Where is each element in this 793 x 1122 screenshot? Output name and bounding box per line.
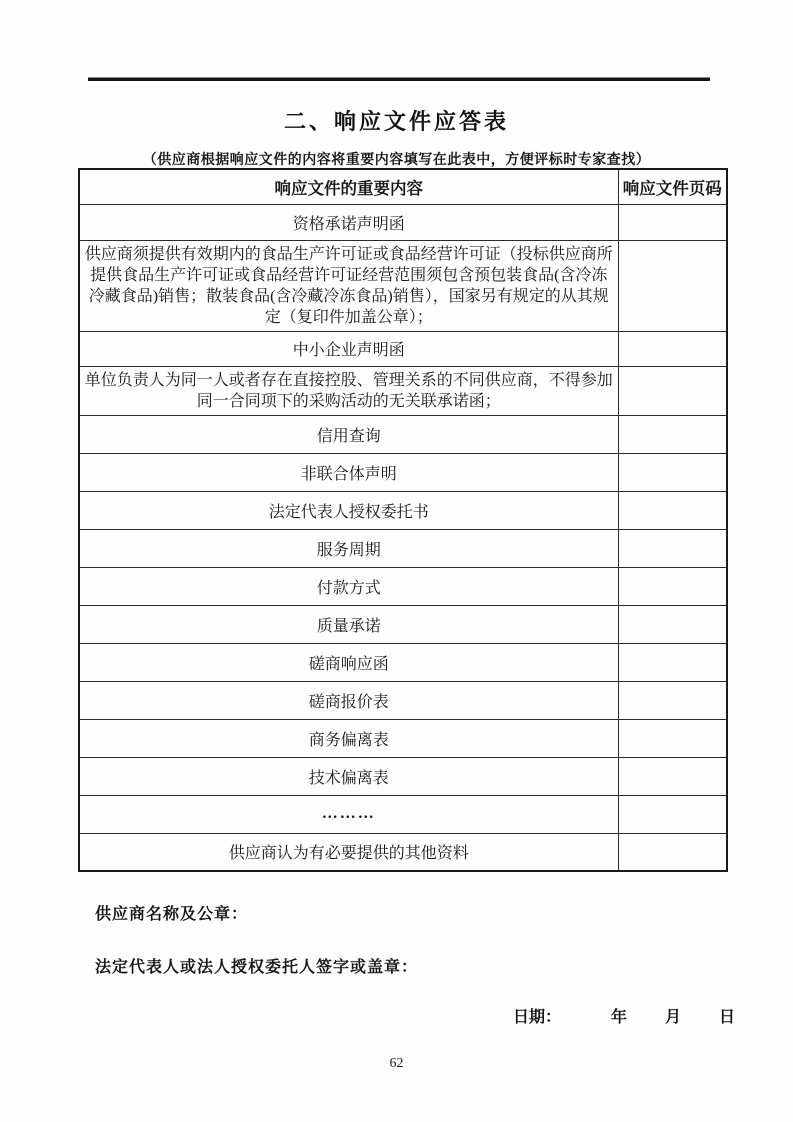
table-row [79,240,727,331]
header-page-column: 响应文件页码 [618,169,727,204]
table-row [79,453,727,491]
page-subtitle: （供应商根据响应文件的内容将重要内容填写在此表中，方便评标时专家查找） [142,153,651,168]
page-cell [618,491,727,529]
page-cell [618,719,727,757]
page-number: 62 [389,1056,404,1071]
content-cell: 中小企业声明函 [79,331,618,366]
table-row [79,366,727,415]
page-cell [618,605,727,643]
table-row [79,643,727,681]
month-label: 月 [665,1009,682,1026]
content-cell: 资格承诺声明函 [79,204,618,240]
content-cell: 供应商认为有必要提供的其他资料 [79,833,618,871]
date-line [513,1004,735,1027]
table-row [79,415,727,453]
content-cell-ellipsis: ……… [79,795,618,833]
page-cell [618,757,727,795]
table-header-row [79,169,727,204]
content-cell: 非联合体声明 [79,453,618,491]
content-cell: 技术偏离表 [79,757,618,795]
page-cell [618,681,727,719]
page-cell [618,643,727,681]
table-row [79,567,727,605]
table-row [79,757,727,795]
content-cell: 服务周期 [79,529,618,567]
page-cell [618,833,727,871]
table-row [79,795,727,833]
table-row [79,719,727,757]
content-cell: 质量承诺 [79,605,618,643]
content-cell: 磋商响应函 [79,643,618,681]
table-row [79,331,727,366]
page-title: 二、响应文件应答表 [283,109,509,134]
content-cell: 法定代表人授权委托书 [79,491,618,529]
content-cell: 付款方式 [79,567,618,605]
table-row [79,833,727,871]
page-cell [618,204,727,240]
content-cell: 磋商报价表 [79,681,618,719]
signature-label: 法定代表人或法人授权委托人签字或盖章： [95,959,419,976]
content-cell: 单位负责人为同一人或者存在直接控股、管理关系的不同供应商，不得参加同一合同项下的采购活动的无关联承诺函； [79,366,618,415]
table-row [79,491,727,529]
page-cell [618,366,727,415]
header-content-column: 响应文件的重要内容 [79,169,618,204]
day-label: 日 [719,1009,736,1026]
page-cell [618,795,727,833]
table-row [79,605,727,643]
page-cell [618,331,727,366]
page-cell [618,453,727,491]
page-cell [618,567,727,605]
content-cell: 商务偏离表 [79,719,618,757]
answer-table [78,168,728,872]
table-row [79,681,727,719]
content-cell: 供应商须提供有效期内的食品生产许可证或食品经营许可证（投标供应商所提供食品生产许可证或食品经营许可证经营范围须包含预包装食品(含冷冻冷藏食品)销售；散装食品(含冷藏冷冻食品)销售），国家另有规定的从其规定（复印件加盖公章）； [79,240,618,331]
supplier-seal-label: 供应商名称及公章： [95,906,249,923]
date-label: 日期： [513,1009,562,1026]
content-cell: 信用查询 [79,415,618,453]
table-row [79,529,727,567]
table-row [79,204,727,240]
header-double-rule [88,77,710,81]
year-label: 年 [611,1009,628,1026]
page-cell [618,529,727,567]
page-cell [618,415,727,453]
page-cell [618,240,727,331]
